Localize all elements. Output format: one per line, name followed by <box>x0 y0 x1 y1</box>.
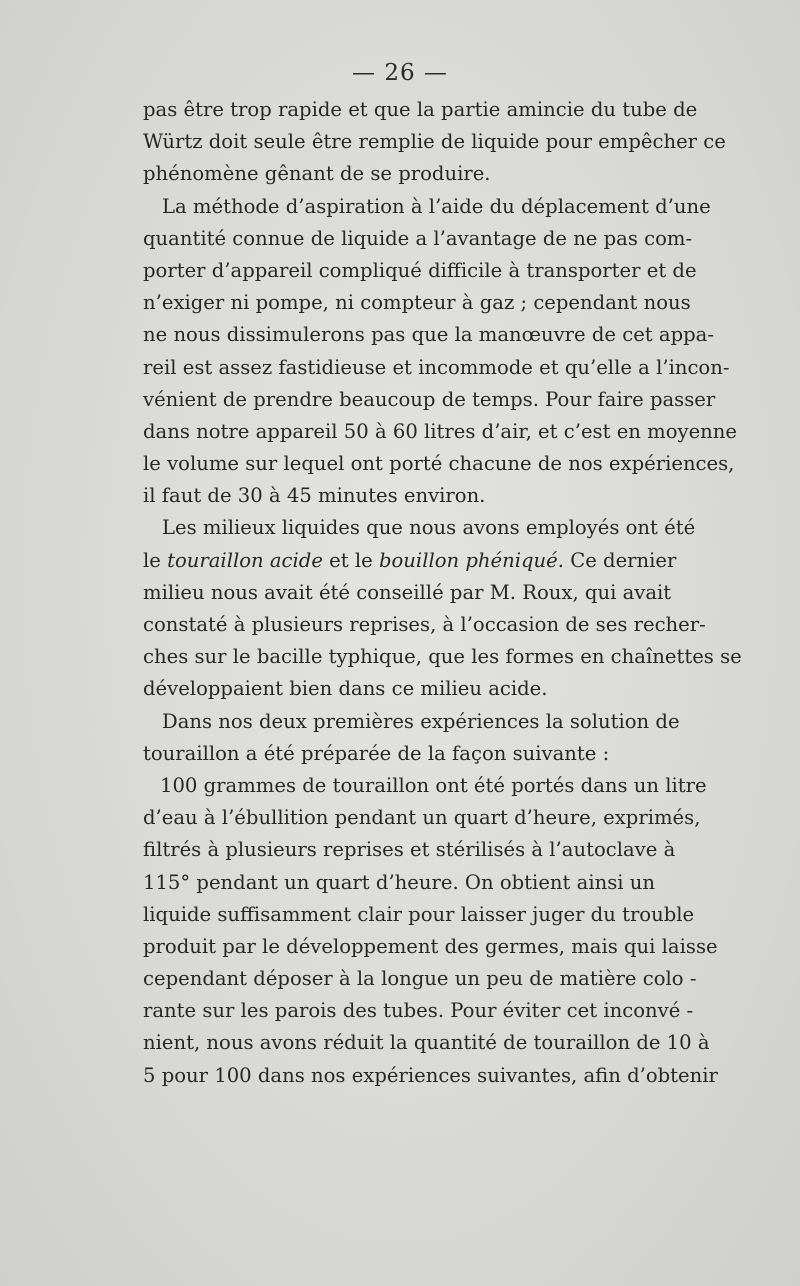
italic-term-bouillon: bouillon phéniqué. <box>378 548 564 572</box>
text-run: Ce dernier <box>564 548 677 572</box>
text-line: pas être trop rapide et que la partie amincie du tube de <box>143 98 698 121</box>
text-line: développaient bien dans ce milieu acide. <box>143 677 548 701</box>
text-line: quantité connue de liquide a l’avantage de ne pas com- <box>143 226 693 250</box>
text-line-with-italics <box>143 545 677 577</box>
text-line: nient, nous avons réduit la quantité de touraillon de 10 à <box>143 1031 710 1055</box>
text-line: touraillon a été préparée de la façon suivante : <box>143 741 610 765</box>
text-line: reil est assez fastidieuse et incommode et qu’elle a l’incon- <box>143 355 730 379</box>
text-line: produit par le développement des germes, mais qui laisse <box>143 934 718 958</box>
text-line: n’exiger ni pompe, ni compteur à gaz ; cependant nous <box>143 291 691 315</box>
paragraph-first-line: Dans nos deux premières expériences la solution de <box>162 709 680 733</box>
text-line: Würtz doit seule être remplie de liquide pour empêcher ce <box>143 130 726 154</box>
text-run: le <box>143 548 168 572</box>
text-line: porter d’appareil compliqué difficile à transporter et de <box>143 258 697 282</box>
text-line: ne nous dissimulerons pas que la manœuvre de cet appa- <box>143 323 714 347</box>
text-line: ches sur le bacille typhique, que les formes en chaînettes se <box>143 645 742 669</box>
text-run: et le <box>322 548 379 572</box>
text-line: liquide suffisamment clair pour laisser juger du trouble <box>143 902 695 926</box>
paragraph-first-line: 100 grammes de touraillon ont été portés dans un litre <box>160 773 707 797</box>
paragraph-first-line: La méthode d’aspiration à l’aide du déplacement d’une <box>162 194 711 218</box>
text-line: vénient de prendre beaucoup de temps. Pour faire passer <box>143 387 716 411</box>
text-line: dans notre appareil 50 à 60 litres d’air, et c’est en moyenne <box>143 419 738 443</box>
text-line: phénomène gênant de se produire. <box>143 162 491 186</box>
text-line: constaté à plusieurs reprises, à l’occasion de ses recher- <box>143 613 706 636</box>
text-line: il faut de 30 à 45 minutes environ. <box>143 484 486 508</box>
text-line: filtrés à plusieurs reprises et stérilisés à l’autoclave à <box>143 838 676 862</box>
page-number: — 26 — <box>352 60 448 86</box>
text-line: cependant déposer à la longue un peu de matière colo - <box>143 967 697 991</box>
text-line: rante sur les parois des tubes. Pour éviter cet inconvé - <box>143 999 694 1023</box>
body-text <box>143 94 742 1092</box>
text-line: 5 pour 100 dans nos expériences suivantes, afin d’obtenir <box>143 1063 718 1087</box>
paragraph-first-line: Les milieux liquides que nous avons employés ont été <box>162 516 696 540</box>
text-line: d’eau à l’ébullition pendant un quart d’heure, exprimés, <box>143 806 701 830</box>
text-line: milieu nous avait été conseillé par M. Roux, qui avait <box>143 580 672 604</box>
text-line: 115° pendant un quart d’heure. On obtient ainsi un <box>143 870 655 894</box>
italic-term-touraillon: touraillon acide <box>167 548 323 572</box>
text-line: le volume sur lequel ont porté chacune de nos expériences, <box>143 452 735 476</box>
